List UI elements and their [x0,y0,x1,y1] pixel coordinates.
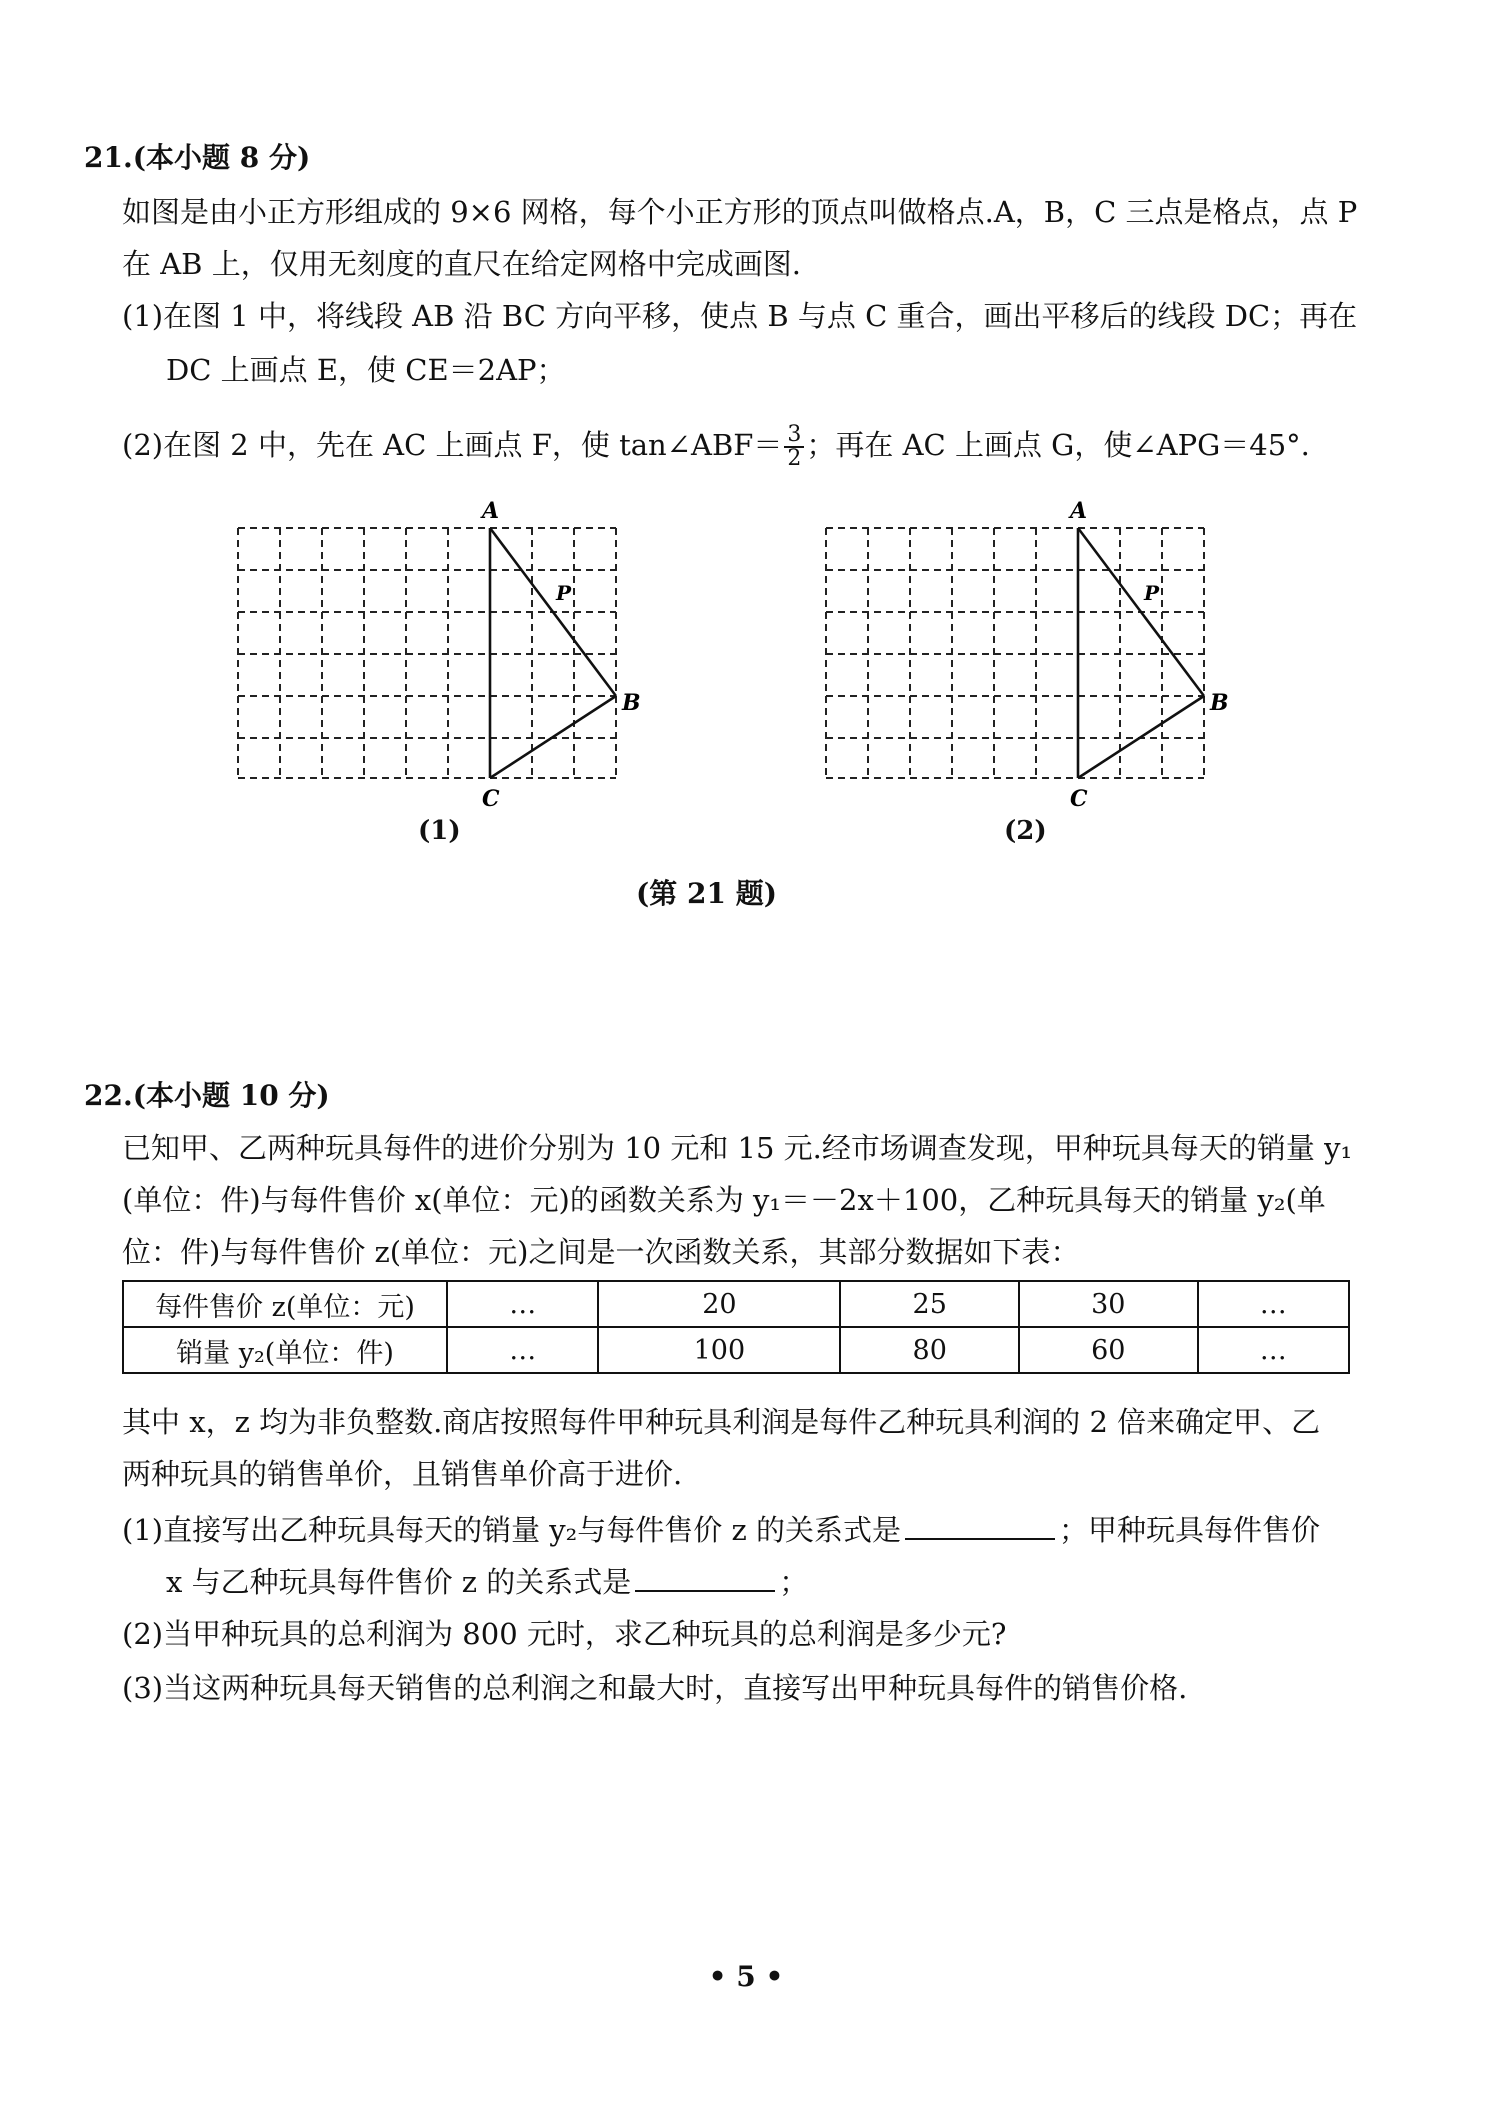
q21-part1-line2: DC 上画点 E，使 CE＝2AP； [166,353,566,387]
point-b-label: B [1210,690,1229,716]
q22-intro-line3: 位：件)与每件售价 z(单位：元)之间是一次函数关系，其部分数据如下表： [122,1235,1080,1269]
table-cell: 20 [598,1281,840,1327]
fraction-numerator: 3 [784,424,804,448]
answer-blank-1[interactable] [905,1510,1055,1540]
point-a-label: A [482,498,500,524]
q22-intro-line2: (单位：件)与每件售价 x(单位：元)的函数关系为 y₁＝－2x＋100，乙种玩具每天的销量 y₂(单 [122,1183,1326,1217]
q22-intro-line1: 已知甲、乙两种玩具每件的进价分别为 10 元和 15 元.经市场调查发现，甲种玩具每天的销量 y₁ [122,1131,1353,1165]
figure-2-label: (2) [1004,816,1047,846]
table-row [123,1327,1349,1373]
q21-caption: (第 21 题) [636,877,777,910]
figure-1-grid [220,496,660,856]
table-cell: 销量 y₂(单位：件) [123,1327,447,1373]
table-cell: … [1198,1327,1349,1373]
q21-part2-text-pre: (2)在图 2 中，先在 AC 上画点 F，使 tan∠ABF＝ [122,428,783,462]
q22-after-line2: 两种玩具的销售单价，且销售单价高于进价. [122,1457,683,1491]
q22-heading: 22.(本小题 10 分) [84,1079,330,1112]
table-cell: 100 [598,1327,840,1373]
q22-part2: (2)当甲种玩具的总利润为 800 元时，求乙种玩具的总利润是多少元? [122,1617,1007,1651]
point-p-label: P [556,581,572,605]
q22-part1-text-mid: ；甲种玩具每件售价 [1059,1513,1321,1547]
q21-part2 [122,424,1422,470]
point-p-label: P [1144,581,1160,605]
answer-blank-2[interactable] [635,1562,775,1592]
q22-part1-text-pre: (1)直接写出乙种玩具每天的销量 y₂与每件售价 z 的关系式是 [122,1513,902,1547]
q21-intro-line1: 如图是由小正方形组成的 9×6 网格，每个小正方形的顶点叫做格点.A，B，C 三点是格点，点 P [122,195,1358,229]
page-number: • 5 • [708,1960,784,1993]
q21-intro-line2: 在 AB 上，仅用无刻度的直尺在给定网格中完成画图. [122,247,801,281]
table-cell: 60 [1019,1327,1198,1373]
table-cell: 25 [840,1281,1019,1327]
q22-part1-line2-post: ； [779,1565,809,1599]
q22-part3: (3)当这两种玩具每天销售的总利润之和最大时，直接写出甲种玩具每件的销售价格. [122,1671,1188,1705]
grid-lines [238,528,616,778]
q21-part2-text-post: ；再在 AC 上画点 G，使∠APG＝45°. [806,428,1310,462]
point-c-label: C [482,786,500,812]
figure-2-grid [808,496,1248,856]
point-b-label: B [622,690,641,716]
table-row [123,1281,1349,1327]
grid-lines [826,528,1204,778]
fraction-three-halves [784,424,804,470]
table-cell: … [447,1327,598,1373]
fraction-denominator: 2 [787,446,802,471]
point-a-label: A [1070,498,1088,524]
price-sales-table [122,1280,1350,1374]
q22-part1-line2-pre: x 与乙种玩具每件售价 z 的关系式是 [166,1565,632,1599]
table-cell: 80 [840,1327,1019,1373]
table-cell: 30 [1019,1281,1198,1327]
q22-part1-line2 [166,1562,1466,1600]
table-cell: 每件售价 z(单位：元) [123,1281,447,1327]
q21-heading: 21.(本小题 8 分) [84,141,311,174]
q21-part1-line1: (1)在图 1 中，将线段 AB 沿 BC 方向平移，使点 B 与点 C 重合，画出平移后的线段 DC；再在 [122,299,1358,333]
q22-part1-line1 [122,1510,1422,1548]
table-cell: … [1198,1281,1349,1327]
table-cell: … [447,1281,598,1327]
q22-after-line1: 其中 x，z 均为非负整数.商店按照每件甲种玩具利润是每件乙种玩具利润的 2 倍来确定甲、乙 [122,1405,1321,1439]
figure-1-label: (1) [418,816,461,846]
point-c-label: C [1070,786,1088,812]
